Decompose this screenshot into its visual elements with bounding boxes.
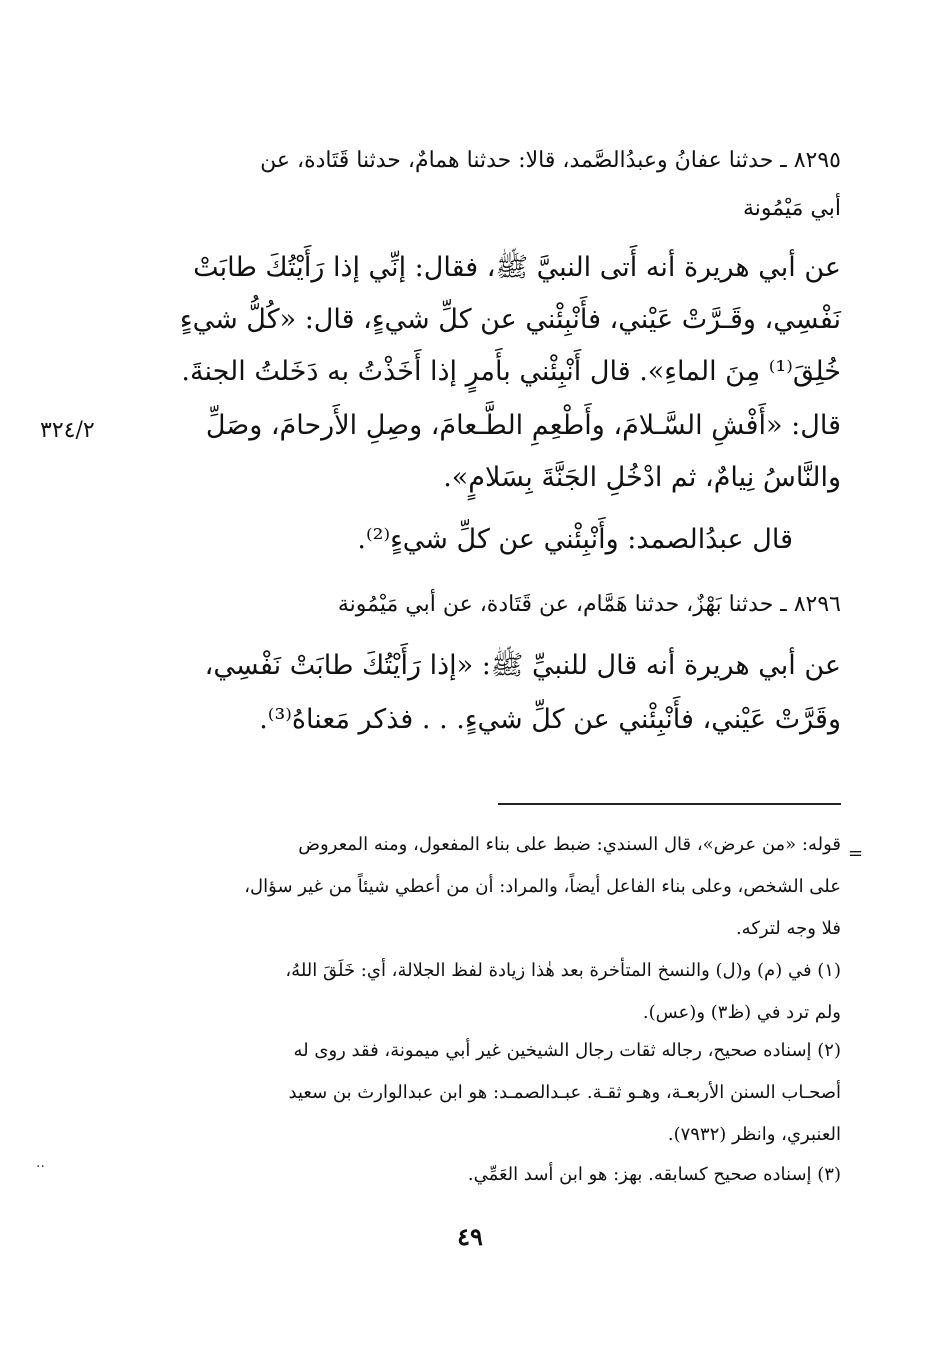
hadith-8295-matn-line-3: خُلِقَ⁽¹⁾ مِنَ الماءِ». قال أَنْبِئْني بأَمرٍ إذا أَخَذْتُ به دَخَلتُ الجنةَ. bbox=[181, 356, 841, 387]
footnote-2-line-1: (٢) إسناده صحيح، رجاله ثقات رجال الشيخين غير أبي ميمونة، فقد روى له bbox=[293, 1040, 841, 1061]
hadith-8295-isnad-line-1: ٨٢٩٥ ـ حدثنا عفانُ وعبدُالصَّمد، قالا: حدثنا همامٌ، حدثنا قَتَادة، عن bbox=[260, 148, 841, 173]
footnote-2-line-3: العنبري، وانظر (٧٩٣٢). bbox=[667, 1124, 841, 1145]
footnote-2-line-2: أصحـاب السنن الأربعـة، وهـو ثقـة. عبـدالصمـد: هو ابن عبدالوارث بن سعيد bbox=[288, 1082, 841, 1103]
margin-stray-mark: .. bbox=[36, 1155, 45, 1171]
margin-volume-page-reference: ٣٢٤/٢ bbox=[40, 418, 95, 443]
hadith-8296-matn-line-1: عن أبي هريرة أنه قال للنبيِّ ﷺ: «إذا رَأَيْتُكَ طابَتْ نَفْسِي، bbox=[204, 650, 841, 681]
footnote-1-line-2: ولم ترد في (ظ٣) و(عس). bbox=[642, 1002, 841, 1023]
hadith-8295-matn-line-1: عن أبي هريرة أنه أَتى النبيَّ ﷺ، فقال: إنِّي إذا رَأَيْتُكَ طابَتْ bbox=[193, 252, 841, 283]
abdussamad-note-line: قال عبدُالصمد: وأَنْبِئْني عن كلِّ شيءٍ⁽²⁾. bbox=[357, 524, 793, 555]
page-number: ٤٩ bbox=[457, 1222, 483, 1251]
footnote-1-line-1: (١) في (م) و(ل) والنسخ المتأخرة بعد هٰذا زيادة لفظ الجلالة، أي: خَلَقَ اللهُ، bbox=[285, 960, 841, 981]
hadith-8295-matn-line-5: والنَّاسُ نِيامٌ، ثم ادْخُلِ الجَنَّةَ بِسَلامٍ». bbox=[443, 462, 841, 493]
footnote-3-line-1: (٣) إسناده صحيح كسابقه. بهز: هو ابن أسد العَمِّي. bbox=[467, 1164, 841, 1185]
hadith-8295-isnad-line-2: أبي مَيْمُونة bbox=[743, 196, 841, 221]
hadith-8296-isnad-line: ٨٢٩٦ ـ حدثنا بَهْزٌ، حدثنا هَمَّام، عن قَتَادة، عن أبي مَيْمُونة bbox=[337, 592, 841, 617]
footnote-divider bbox=[498, 803, 841, 805]
hadith-8296-matn-line-2: وقَرَّتْ عَيْني، فأَنْبِئْني عن كلِّ شيءٍ. . . فذكر مَعناهُ⁽³⁾. bbox=[259, 704, 841, 735]
hadith-8295-matn-line-4: قال: «أَفْشِ السَّـلامَ، وأَطْعِمِ الطَّـعامَ، وصِلِ الأَرحامَ، وصَلِّ bbox=[205, 410, 841, 441]
hadith-8295-matn-line-2: نَفْسِي، وقَـرَّتْ عَيْني، فأَنْبِئْني عن كلِّ شيءٍ، قال: «كُلُّ شيءٍ bbox=[179, 304, 841, 335]
footnote-continuation-mark: = bbox=[848, 843, 864, 864]
footnote-continuation-line-2: على الشخص، وعلى بناء الفاعل أيضاً، والمراد: أن من أعطي شيئاً من غير سؤال، bbox=[244, 876, 841, 897]
footnote-continuation-line-1: قوله: «من عرض»، قال السندي: ضبط على بناء المفعول، ومنه المعروض bbox=[298, 834, 841, 855]
footnote-continuation-line-3: فلا وجه لتركه. bbox=[735, 918, 841, 939]
